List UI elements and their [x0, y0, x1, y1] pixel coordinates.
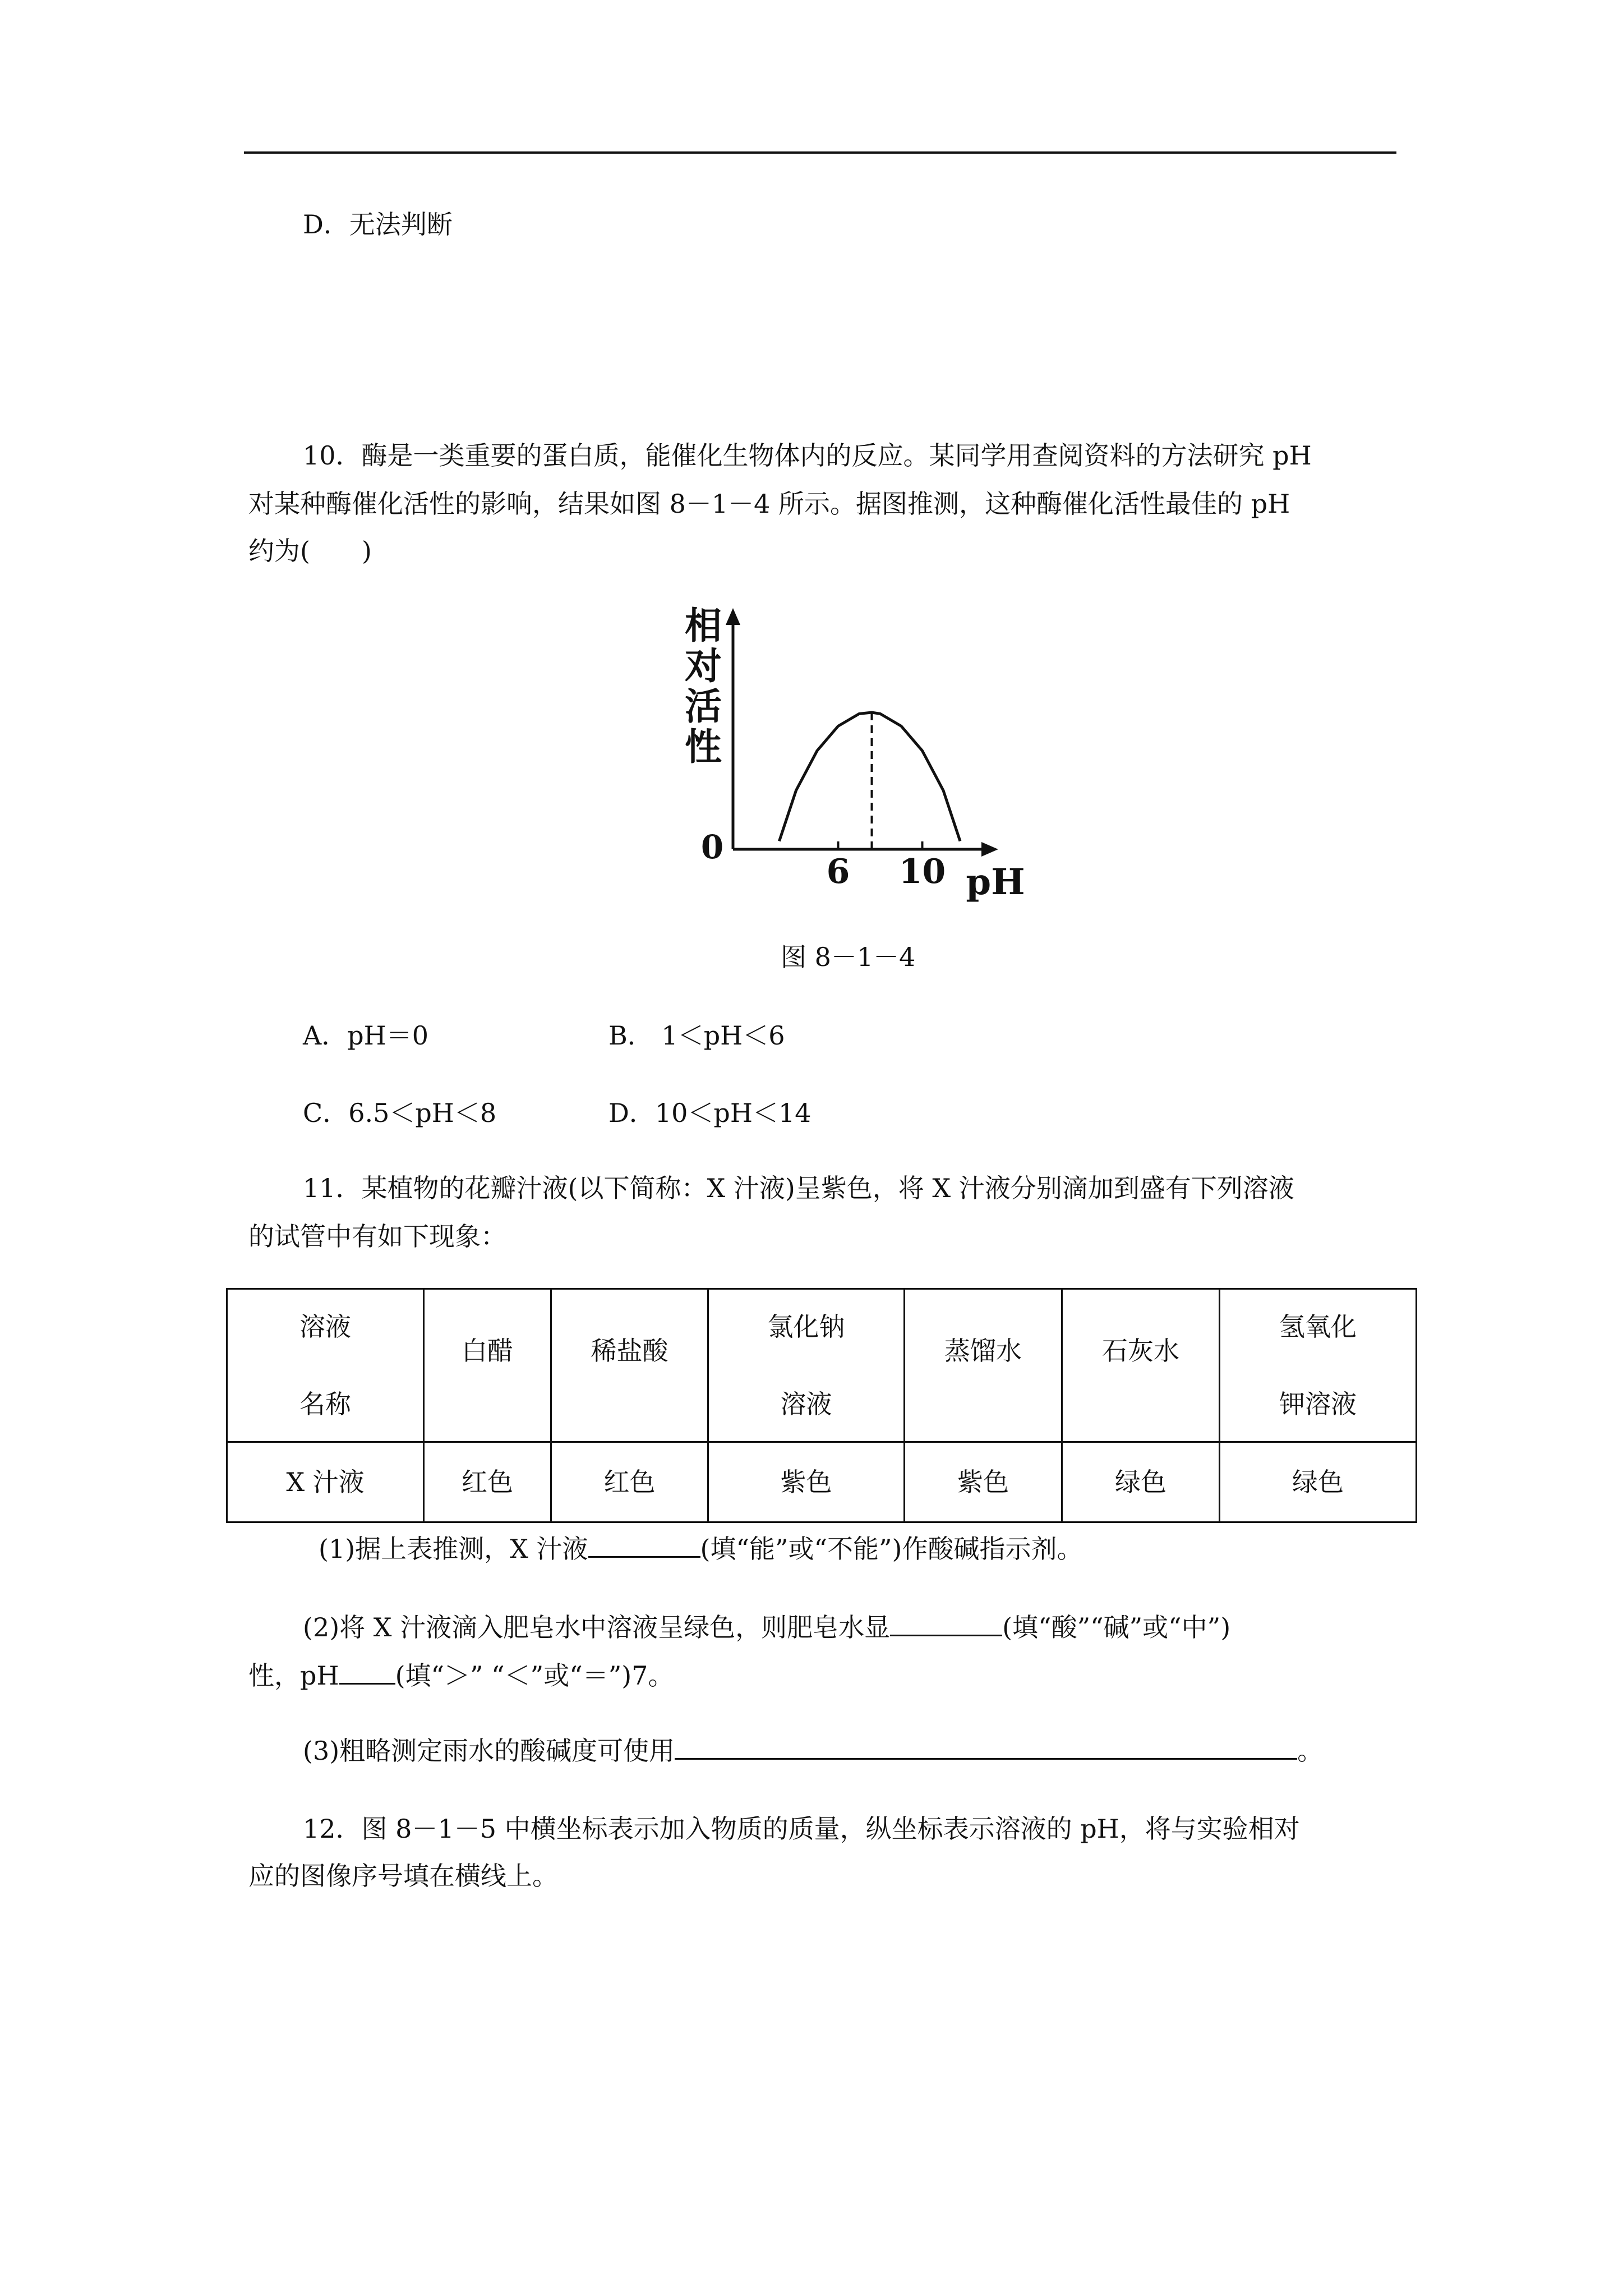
- q11-line2: 的试管中有如下现象：: [248, 1221, 506, 1251]
- table-header-cell: 稀盐酸: [551, 1289, 708, 1442]
- table-header-cell: 白醋: [424, 1289, 551, 1442]
- y-axis-label: [685, 604, 722, 769]
- q11-sub2-line1: (2)将 X 汁液滴入肥皂水中溶液呈绿色，则肥皂水显 (填“酸”“碱”或“中”): [303, 1610, 1230, 1644]
- table-cell: 紫色: [708, 1442, 905, 1522]
- table-header-cell: 蒸馏水: [905, 1289, 1062, 1442]
- q12-line2: 应的图像序号填在横线上。: [248, 1861, 558, 1891]
- q10-option-b: B． 1＜pH＜6: [608, 1020, 785, 1051]
- q10-option-d: D．10＜pH＜14: [608, 1098, 811, 1128]
- indicator-table: [226, 1288, 1417, 1523]
- table-cell: 紫色: [905, 1442, 1062, 1522]
- header-rule: [244, 151, 1396, 154]
- table-header-cell: 氢氧化 钾溶液: [1220, 1289, 1417, 1442]
- ylabel-char: 相: [685, 604, 722, 647]
- ylabel-char: 对: [685, 644, 722, 688]
- q10-line3: 约为( ): [248, 536, 372, 566]
- answer-blank[interactable]: [339, 1658, 395, 1685]
- ylabel-char: 活: [685, 684, 722, 728]
- x-axis-arrow: [981, 842, 998, 857]
- activity-curve: [780, 712, 961, 841]
- table-header-cell: 石灰水: [1062, 1289, 1220, 1442]
- ylabel-char: 性: [685, 725, 722, 769]
- table-cell: 红色: [551, 1442, 708, 1522]
- table-cell: 绿色: [1220, 1442, 1417, 1522]
- q11-line1: 11．某植物的花瓣汁液(以下简称：X 汁液)呈紫色，将 X 汁液分别滴加到盛有下列溶液: [303, 1173, 1294, 1203]
- q9-option-d: D．无法判断: [303, 209, 453, 240]
- activity-ph-chart: [667, 600, 1038, 903]
- x-tick-label-6: 6: [826, 852, 850, 891]
- x-tick-label-10: 10: [898, 852, 946, 891]
- table-header-cell: 溶液 名称: [227, 1289, 424, 1442]
- q11-sub2-line2: 性，pH (填“＞” “＜”或“＝”)7。: [248, 1658, 674, 1692]
- table-cell: X 汁液: [227, 1442, 424, 1522]
- answer-blank[interactable]: [675, 1733, 1297, 1760]
- answer-blank[interactable]: [588, 1531, 700, 1558]
- q12-line1: 12．图 8－1－5 中横坐标表示加入物质的质量，纵坐标表示溶液的 pH，将与实验相对: [303, 1814, 1300, 1844]
- q10-line2: 对某种酶催化活性的影响，结果如图 8－1－4 所示。据图推测，这种酶催化活性最佳的 pH: [248, 489, 1290, 519]
- figure-caption: 图 8－1－4: [781, 942, 916, 972]
- x-axis-label: pH: [966, 861, 1025, 903]
- table-header-row: [227, 1289, 1417, 1442]
- answer-blank[interactable]: [890, 1610, 1002, 1636]
- q10-line1: 10．酶是一类重要的蛋白质，能催化生物体内的反应。某同学用查阅资料的方法研究 pH: [303, 440, 1312, 471]
- q10-option-c: C．6.5＜pH＜8: [303, 1098, 497, 1128]
- table-cell: 红色: [424, 1442, 551, 1522]
- origin-label: 0: [700, 828, 724, 866]
- table-row: [227, 1442, 1417, 1522]
- q11-sub1: (1)据上表推测，X 汁液 (填“能”或“不能”)作酸碱指示剂。: [319, 1531, 1083, 1566]
- q11-sub3: (3)粗略测定雨水的酸碱度可使用 。: [303, 1733, 1323, 1768]
- y-axis-arrow: [726, 608, 740, 625]
- table-header-cell: 氯化钠 溶液: [708, 1289, 905, 1442]
- table-cell: 绿色: [1062, 1442, 1220, 1522]
- q10-option-a: A．pH＝0: [303, 1020, 429, 1051]
